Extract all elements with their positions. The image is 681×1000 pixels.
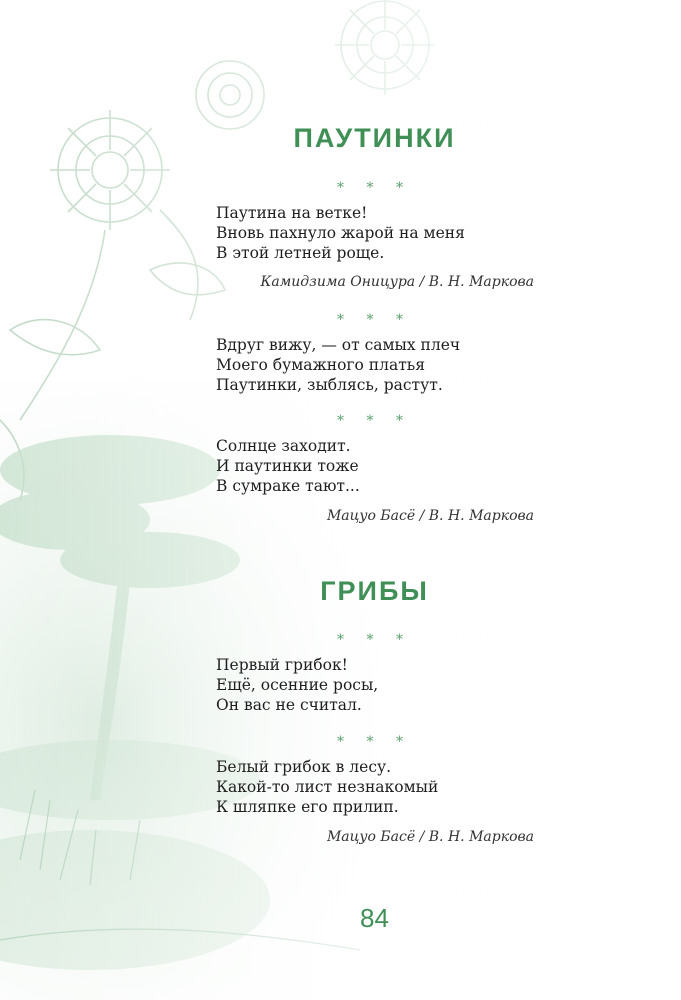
poem-line: И паутинки тоже bbox=[216, 457, 359, 475]
poem-line: Ещё, осенние росы, bbox=[216, 676, 379, 694]
poem-separator: * * * bbox=[337, 632, 412, 648]
poem-line: Вдруг вижу, — от самых плеч bbox=[216, 336, 461, 354]
poem bbox=[216, 655, 378, 715]
section-title-pautinki: ПАУТИНКИ bbox=[293, 123, 456, 153]
poem-line: К шляпке его прилип. bbox=[216, 798, 399, 816]
poem-line: Паутина на ветке! bbox=[216, 204, 368, 222]
poem-separator: * * * bbox=[337, 413, 412, 429]
poem-line: Солнце заходит. bbox=[216, 437, 351, 455]
poem-line: Он вас не считал. bbox=[216, 696, 362, 714]
poem bbox=[216, 436, 360, 496]
poem-line: Паутинки, зыблясь, растут. bbox=[216, 376, 443, 394]
page-number: 84 bbox=[360, 903, 389, 933]
poem-line: Белый грибок в лесу. bbox=[216, 758, 392, 776]
poem-credit: Камидзима Оницура / В. Н. Маркова bbox=[260, 274, 534, 290]
poem bbox=[216, 335, 460, 395]
poem-line: Первый грибок! bbox=[216, 656, 348, 674]
poem bbox=[216, 757, 438, 817]
poem-credit: Мацуо Басё / В. Н. Маркова bbox=[326, 829, 534, 845]
poem-line: Какой-то лист незнакомый bbox=[216, 778, 439, 796]
poem-line: Вновь пахнуло жарой на меня bbox=[216, 224, 465, 242]
poem-separator: * * * bbox=[337, 180, 412, 196]
poem-separator: * * * bbox=[337, 312, 412, 328]
poem-credit: Мацуо Басё / В. Н. Маркова bbox=[326, 508, 534, 524]
poem-line: В этой летней роще. bbox=[216, 244, 385, 262]
poem-line: Моего бумажного платья bbox=[216, 356, 426, 374]
poem-line: В сумраке тают... bbox=[216, 477, 360, 495]
section-title-griby: ГРИБЫ bbox=[320, 576, 429, 606]
poem bbox=[216, 203, 465, 263]
poem-separator: * * * bbox=[337, 734, 412, 750]
